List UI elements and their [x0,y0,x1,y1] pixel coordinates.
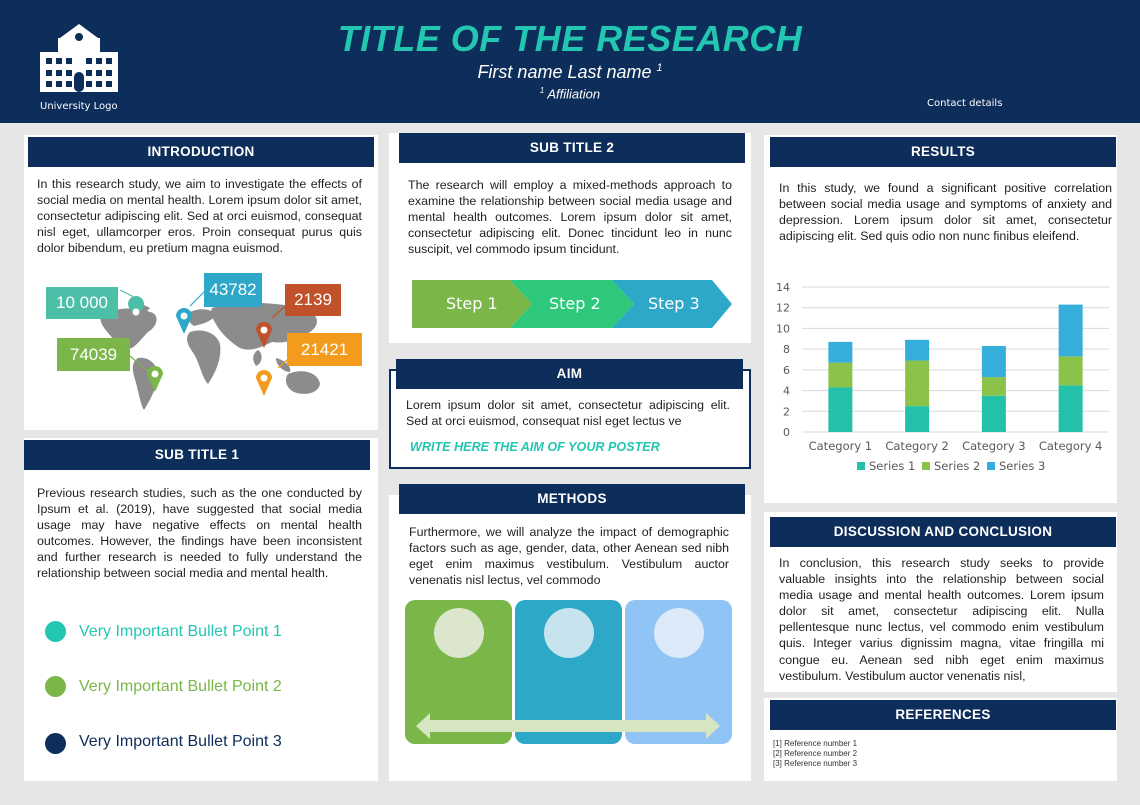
aim-heading: AIM [396,359,743,389]
aim-highlight: WRITE HERE THE AIM OF YOUR POSTER [410,440,660,454]
bar-segment [1059,356,1083,385]
author-name: First name Last name $^1$ [477,62,663,82]
subtitle1-heading: SUB TITLE 1 [24,440,370,470]
bullet-dot [45,733,66,754]
bar-segment [1059,305,1083,357]
y-tick-label: 6 [783,363,790,377]
bullet-label-3: Very Important Bullet Point 3 [79,733,282,750]
legend-label: Series 3 [999,459,1046,473]
subtitle2-heading: SUB TITLE 2 [399,133,745,163]
legend-label: Series 1 [869,459,916,473]
bar-segment [828,363,852,388]
subtitle2-text: The research will employ a mixed-methods approach to examine the relationship between social media usage and mental health outcomes. Lorem ipsum dolor sit amet, consectetur adipiscing elit. Donec tincidunt leo in nunc suscipit, vel commodo ipsum tincidunt. [408,178,732,257]
poster-header [0,0,1140,123]
x-tick-label: Category 2 [885,439,949,453]
methods-text: Furthermore, we will analyze the impact of demographic factors such as age, gender, data, other Aenean sed nibh eget enim maximus vestibulum. Vestibulum auctor venenatis nisl lectus, vel commodo [409,525,729,588]
bar-segment [828,342,852,363]
map-stat-1: 10 000 [46,287,118,319]
y-tick-label: 2 [783,405,790,419]
poster-title: TITLE OF THE RESEARCH [337,18,803,59]
y-tick-label: 0 [783,426,790,439]
step-2-label: Step 2 [549,294,601,313]
bar-segment [982,377,1006,396]
bullet-dot [45,676,66,697]
legend-swatch [987,462,995,470]
x-tick-label: Category 3 [962,439,1026,453]
bar-segment [1059,385,1083,432]
contact-details: Contact details [927,98,1003,109]
map-stat-4: 74039 [57,338,130,371]
y-tick-label: 4 [783,384,790,398]
bullet-label-2: Very Important Bullet Point 2 [79,678,282,695]
introduction-heading: INTRODUCTION [28,137,374,167]
results-heading: RESULTS [770,137,1116,167]
map-stat-3: 2139 [285,284,341,316]
affiliation: $^1$ Affiliation [539,86,601,102]
results-text: In this study, we found a significant positive correlation between social media usage and symptoms of anxiety and depression. Lorem ipsum dolor sit amet, consectetur adipiscing elit. Sed quis odio non nunc finibus eleifend. [779,181,1112,244]
y-tick-label: 14 [776,281,790,294]
discussion-text: In conclusion, this research study seeks to provide valuable insights into the relationship between social media usage and mental health outcomes. Lorem ipsum dolor sit amet, consectetur adipiscing elit. Nulla pellentesque nunc lectus, vel commodo enim vestibulum quis. Integer varius dignissim magna, vitae fringilla mi congue eu. Aenean sed nibh eget enim maximus vestibulum. Vestibulum auctor venenatis nisl, [779,556,1104,683]
references-heading: REFERENCES [770,700,1116,730]
x-tick-label: Category 4 [1038,439,1103,453]
reference-item: [1] Reference number 1 [773,739,858,748]
map-pin-icon [256,370,272,396]
y-tick-label: 12 [776,301,790,315]
bar-segment [828,387,852,432]
bar-segment [982,396,1006,432]
map-stat-5: 21421 [287,333,362,366]
subtitle1-text: Previous research studies, such as the one conducted by Ipsum et al. (2019), have suggested that social media usage may have negative effects on mental health outcomes. However, the findings have been inconsistent and further research is needed to fully understand the relationship between social media and mental health. [37,486,362,581]
bullet-label-1: Very Important Bullet Point 1 [79,623,282,640]
legend-label: Series 2 [934,459,981,473]
logo-label: University Logo [40,101,118,112]
method-card-circle [434,608,484,658]
map-pin-icon [176,308,192,334]
map-stat-2: 43782 [204,273,262,307]
bar-segment [905,361,929,407]
bar-segment [905,340,929,361]
bar-segment [982,346,1006,377]
method-card-circle [544,608,594,658]
y-tick-label: 10 [776,322,790,336]
x-tick-label: Category 1 [808,439,873,453]
legend-swatch [922,462,930,470]
double-arrow-icon [416,713,720,739]
y-tick-label: 8 [783,343,790,357]
bar-segment [905,406,929,432]
introduction-text: In this research study, we aim to investigate the effects of social media on mental health. Lorem ipsum dolor sit amet, consectetur adipiscing elit. Sed at orci euismod, consequat nisl eget, ullamcorper eros. Proin consequat purus quis dolor bibendum, eu pretium magna euismod. [37,177,362,256]
reference-item: [2] Reference number 2 [773,749,858,758]
methods-heading: METHODS [399,484,745,514]
reference-list [773,739,857,769]
bullet-dot [45,621,66,642]
aim-text: Lorem ipsum dolor sit amet, consectetur adipiscing elit. Sed at orci euismod, consequat nisl eget lectus ve [406,398,730,429]
method-card-circle [654,608,704,658]
step-3-label: Step 3 [648,294,700,313]
discussion-heading: DISCUSSION AND CONCLUSION [770,517,1116,547]
legend-swatch [857,462,865,470]
step-1-label: Step 1 [446,294,498,313]
reference-item: [3] Reference number 3 [773,759,858,768]
results-bar-chart [764,275,1117,485]
